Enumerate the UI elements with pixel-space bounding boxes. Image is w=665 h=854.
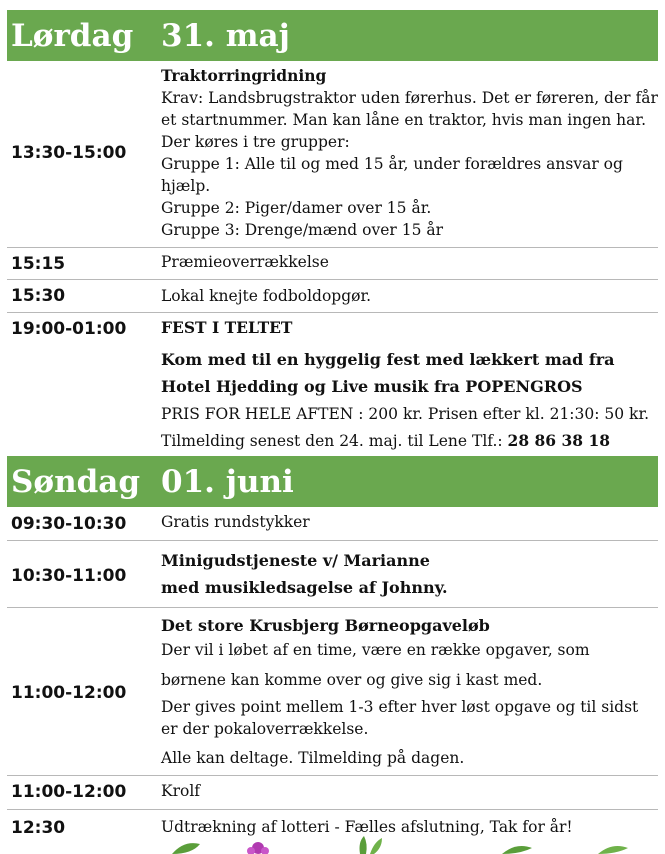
leaf-icon [596, 842, 630, 854]
event-highlight-line: Minigudstjeneste v/ Marianne [161, 551, 430, 570]
event-time: 15:15 [11, 254, 66, 274]
event-text-line: et startnummer. Man kan låne en traktor, hvis man ingen har. [161, 111, 647, 129]
event-time: 10:30-11:00 [11, 566, 127, 586]
row-divider [7, 279, 658, 280]
day-name: Søndag [11, 464, 141, 500]
row-divider [7, 607, 658, 608]
event-text: Lokal knejte fodboldopgør. [161, 287, 372, 305]
signup-text: Tilmelding senest den 24. maj. til Lene Tlf.: [161, 432, 508, 450]
event-text-line: Gruppe 1: Alle til og med 15 år, under forældres ansvar og [161, 155, 623, 173]
row-divider [7, 312, 658, 313]
event-text: Præmieoverrækkelse [161, 253, 329, 271]
event-signup [161, 431, 610, 450]
row-divider [7, 775, 658, 776]
event-text-line: Alle kan deltage. Tilmelding på dagen. [161, 749, 465, 767]
event-price: PRIS FOR HELE AFTEN : 200 kr. Prisen efter kl. 21:30: 50 kr. [161, 405, 650, 423]
event-title: Det store Krusbjerg Børneopgaveløb [161, 616, 490, 635]
day-date: 01. juni [161, 464, 294, 500]
event-text-line: hjælp. [161, 177, 211, 195]
event-text-line: Der gives point mellem 1-3 efter hver løst opgave og til sidst [161, 698, 639, 716]
event-time: 19:00-01:00 [11, 319, 127, 339]
event-highlight-line: Kom med til en hyggelig fest med lækkert mad fra [161, 350, 615, 369]
event-text-line: Gruppe 2: Piger/damer over 15 år. [161, 199, 432, 217]
event-time: 15:30 [11, 286, 66, 306]
event-text-line: Krav: Landsbrugstraktor uden førerhus. Det er føreren, der får [161, 89, 658, 107]
event-text: Krolf [161, 782, 201, 800]
event-time: 11:00-12:00 [11, 782, 127, 802]
event-time: 12:30 [11, 818, 66, 838]
row-divider [7, 809, 658, 810]
phone-number: 28 86 38 18 [507, 431, 611, 450]
event-highlight-line: med musikledsagelse af Johnny. [161, 578, 448, 597]
event-title: FEST I TELTET [161, 318, 293, 337]
event-text-line: børnene kan komme over og give sig i kast med. [161, 671, 543, 689]
event-time: 11:00-12:00 [11, 683, 127, 703]
flower-icon [242, 838, 274, 854]
leaf-icon [170, 840, 210, 854]
event-text-line: er der pokaloverrækkelse. [161, 720, 369, 738]
event-time: 09:30-10:30 [11, 514, 127, 534]
row-divider [7, 540, 658, 541]
event-text: Gratis rundstykker [161, 513, 310, 531]
row-divider [7, 247, 658, 248]
day-header-sunday [7, 456, 658, 507]
event-text-line: Der vil i løbet af en time, være en række opgaver, som [161, 641, 590, 659]
day-date: 31. maj [161, 18, 290, 54]
event-text-line: Der køres i tre grupper: [161, 133, 350, 151]
day-name: Lørdag [11, 18, 134, 54]
event-text: Udtrækning af lotteri - Fælles afslutning, Tak for år! [161, 818, 573, 836]
event-highlight-line: Hotel Hjedding og Live musik fra POPENGROS [161, 377, 583, 396]
event-title: Traktorringridning [161, 66, 327, 85]
leaf-icon [352, 836, 386, 854]
event-time: 13:30-15:00 [11, 143, 127, 163]
event-text-line: Gruppe 3: Drenge/mænd over 15 år [161, 221, 444, 239]
day-header-saturday [7, 10, 658, 61]
leaf-icon [500, 842, 534, 854]
